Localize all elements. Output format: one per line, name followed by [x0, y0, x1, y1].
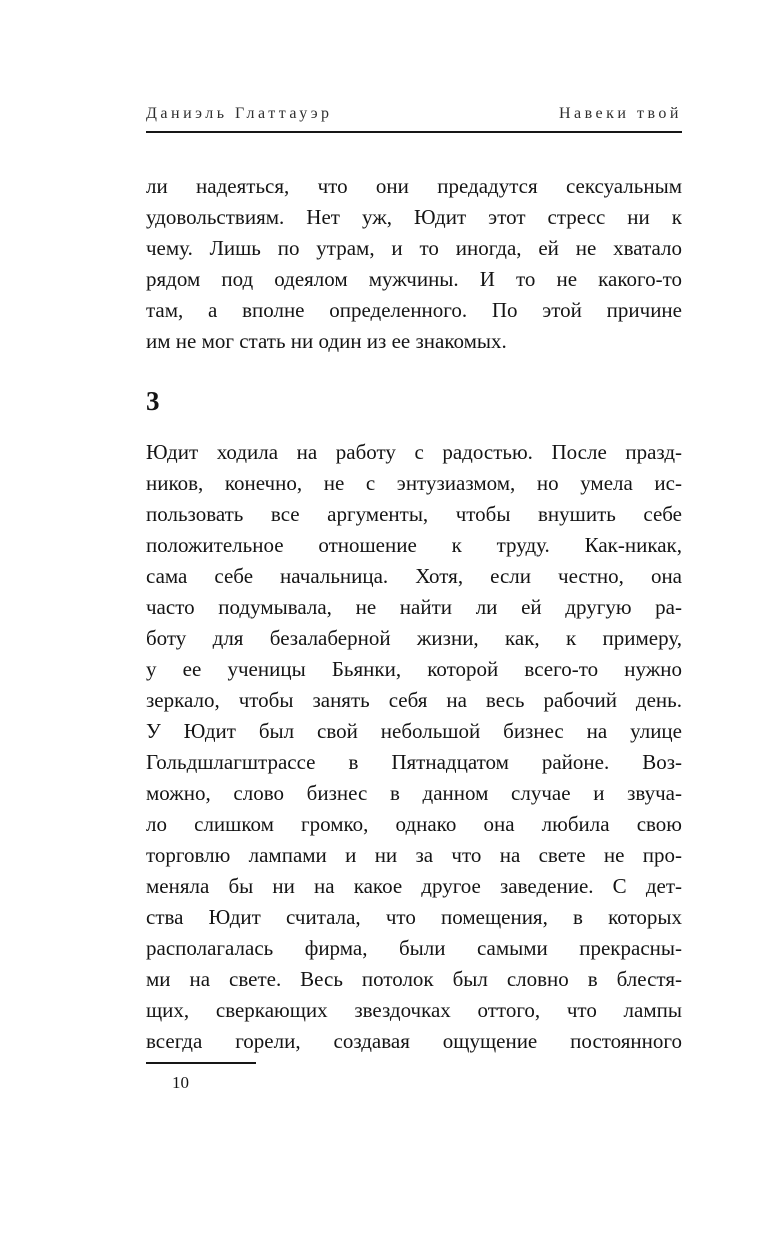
text-line: меняла бы ни на какое другое заведение. С дет- [146, 874, 682, 898]
text-line: щих, сверкающих звездочках оттого, что лампы [146, 998, 682, 1022]
text-line: всегда горели, создавая ощущение постоянного [146, 1029, 682, 1053]
chapter-number-heading: 3 [146, 386, 160, 416]
page-number: 10 [172, 1073, 189, 1092]
footer-rule [146, 1062, 256, 1064]
paragraph-chapter-body [146, 437, 682, 1057]
running-head [146, 104, 682, 124]
text-line: Гольдшлагштрассе в Пятнадцатом районе. Воз- [146, 750, 682, 774]
text-line: положительное отношение к труду. Как-никак, [146, 533, 682, 557]
text-line: рядом под одеялом мужчины. И то не какого-то [146, 267, 682, 291]
text-line: чему. Лишь по утрам, и то иногда, ей не хватало [146, 236, 682, 260]
text-line: там, а вполне определенного. По этой причине [146, 298, 682, 322]
header-rule [146, 131, 682, 133]
body-text [146, 171, 682, 1057]
text-line: ло слишком громко, однако она любила свою [146, 812, 682, 836]
text-line: у ее ученицы Бьянки, которой всего-то нужно [146, 657, 682, 681]
paragraph-continuation [146, 171, 682, 357]
text-line: ников, конечно, не с энтузиазмом, но умела ис- [146, 471, 682, 495]
text-line: ми на свете. Весь потолок был словно в блестя- [146, 967, 682, 991]
text-line: располагалась фирма, были самыми прекрасны- [146, 936, 682, 960]
page-content [146, 0, 682, 1057]
running-head-title: Навеки твой [558, 105, 682, 122]
text-line: пользовать все аргументы, чтобы внушить себе [146, 502, 682, 526]
text-line: торговлю лампами и ни за что на свете не про- [146, 843, 682, 867]
running-head-author: Даниэль Глаттауэр [146, 105, 333, 122]
text-line: боту для безалаберной жизни, как, к примеру, [146, 626, 682, 650]
text-line: ства Юдит считала, что помещения, в которых [146, 905, 682, 929]
text-line: можно, слово бизнес в данном случае и звуча- [146, 781, 682, 805]
text-line: сама себе начальница. Хотя, если честно, она [146, 564, 682, 588]
text-line: часто подумывала, не найти ли ей другую ра- [146, 595, 682, 619]
text-line: У Юдит был свой небольшой бизнес на улице [146, 719, 682, 743]
text-line: зеркало, чтобы занять себя на весь рабочий день. [146, 688, 682, 712]
text-line: Юдит ходила на работу с радостью. После празд- [146, 440, 682, 464]
text-line: удовольствиям. Нет уж, Юдит этот стресс ни к [146, 205, 682, 229]
page-footer [146, 1062, 346, 1093]
text-line: им не мог стать ни один из ее знакомых. [146, 329, 507, 353]
text-line: ли надеяться, что они предадутся сексуальным [146, 174, 682, 198]
